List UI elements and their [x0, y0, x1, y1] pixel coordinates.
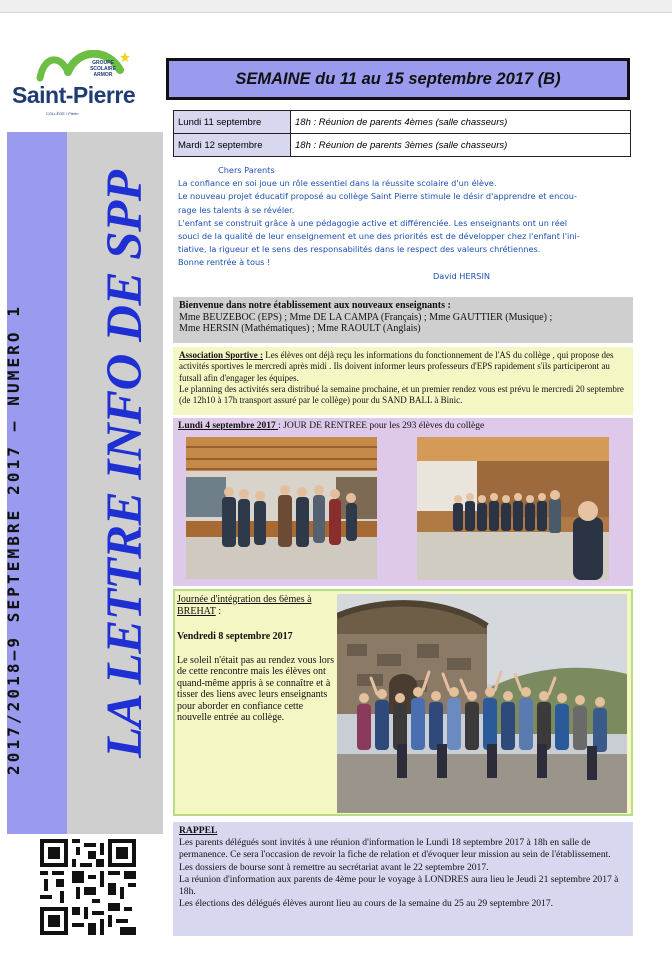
rentree-photo-1	[186, 437, 377, 579]
agenda-day: Lundi 11 septembre	[174, 111, 291, 134]
rentree-photo-2	[417, 437, 609, 580]
welcome-line: Mme BEUZEBOC (EPS) ; Mme DE LA CAMPA (Français) ; Mme GAUTTIER (Musique) ;	[179, 311, 553, 323]
sidebar-date-line: 2017/2018–9 SEPTEMBRE 2017 – NUMERO 1	[4, 303, 23, 775]
rentree-caption	[178, 421, 484, 431]
letter-line: tiative, la rigueur et le sens des responsabilités dans le respect des valeurs chrétiennes.	[178, 244, 541, 255]
letter-signature: David HERSIN	[433, 270, 490, 281]
logo-subtitle: COLLÈGE / Plérin	[46, 111, 79, 116]
brehat-description: Le soleil n'était pas au rendez vous lors de cette rencontre mais les élèves ont quand-même appris à se connaître et à tisser des liens avec leurs enseignants pour aborder en confiance cette nouvelle entrée au collège.	[177, 654, 335, 723]
letter-line: Bonne rentrée à tous !	[178, 257, 271, 268]
table-row	[174, 111, 631, 134]
brehat-group-photo	[337, 594, 627, 813]
logo-tagline: GROUPE SCOLAIRE ARMOR	[90, 60, 116, 78]
letter-line: souci de la qualité de leur enseignement et une des priorités est de développer chez l'enfant l'ini-	[178, 231, 580, 242]
director-letter	[178, 164, 630, 283]
brehat-title-suffix: :	[215, 605, 221, 617]
association-sportive-box	[173, 347, 633, 415]
brehat-title: Journée d'intégration des 6èmes à BREHAT	[177, 594, 312, 617]
rentree-caption-text: : JOUR DE RENTREE pour les 293 élèves du collège	[278, 421, 485, 431]
letter-line: L'enfant se construit grâce à une pédagogie active et différenciée. Les enseignants ont un réel	[178, 217, 568, 228]
qr-code-icon	[40, 839, 136, 935]
week-header: SEMAINE du 11 au 15 septembre 2017 (B)	[166, 58, 630, 100]
welcome-line: Mme HERSIN (Mathématiques) ; Mme RAOULT (Anglais)	[179, 323, 421, 334]
association-text: Le planning des activités sera distribué la semaine prochaine, et un premier rendez vous est prévu le mercredi 20 septembre (de 12h10 à 17h transport assuré par le collège) pour du SAND BALL à Binic.	[179, 383, 624, 406]
brehat-box	[173, 589, 633, 816]
agenda-event: 18h : Réunion de parents 4èmes (salle chasseurs)	[291, 111, 631, 134]
association-text: Les élèves ont déjà reçu les informations du fonctionnement de l'AS du collège , qui propose des activités sportives le mercredi après midi . Ils doivent informer leurs professeurs d'EPS rapidement s'ils participeront au futsall afin d'engager les équipes.	[179, 350, 614, 383]
brehat-date: Vendredi 8 septembre 2017	[177, 631, 293, 642]
agenda-event: 18h : Réunion de parents 3èmes (salle chasseurs)	[291, 134, 631, 157]
newsletter-title: LA LETTRE INFO DE SPP	[97, 170, 153, 758]
rappel-item: Les élections des délégués élèves auront lieu au cours de la semaine du 25 au 29 septembre 2017.	[179, 898, 554, 910]
agenda-day: Mardi 12 septembre	[174, 134, 291, 157]
top-bar	[0, 0, 672, 13]
agenda-table	[173, 110, 631, 157]
letter-line: Le nouveau projet éducatif proposé au collège Saint Pierre stimule le désir d'apprendre et encou-	[178, 191, 577, 202]
rappel-item: Les parents délégués sont invités à une réunion d'information le Lundi 18 septembre 2017 à 18h en salle de permanence. Ce sera l'occasion de revoir la fiche de relation et d'évoquer leur mission au sein de l'établissement.	[179, 837, 611, 861]
table-row	[174, 134, 631, 157]
letter-line: rage les talents à se révéler.	[178, 204, 295, 215]
rappel-box	[173, 822, 633, 936]
letter-greeting: Chers Parents	[218, 165, 275, 175]
welcome-teachers-box	[173, 297, 633, 343]
logo-name: Saint-Pierre	[12, 82, 136, 108]
rentree-date: Lundi 4 septembre 2017	[178, 421, 279, 431]
welcome-heading: Bienvenue dans notre établissement aux nouveaux enseignants :	[179, 300, 451, 311]
school-logo	[8, 50, 148, 120]
letter-line: La confiance en soi joue un rôle essentiel dans la réussite scolaire d'un élève.	[178, 178, 497, 189]
rappel-heading: RAPPEL	[179, 825, 218, 836]
rappel-item: Les dossiers de bourse sont à remettre au secrétariat avant le 22 septembre 2017.	[179, 861, 489, 873]
rentree-box	[173, 418, 633, 586]
rappel-item: La réunion d'information aux parents de 4ème pour le voyage à LONDRES aura lieu le Jeudi 21 septembre 2017 à 18h.	[179, 873, 619, 898]
brehat-text-block	[177, 594, 337, 724]
association-label: Association Sportive :	[179, 350, 263, 360]
